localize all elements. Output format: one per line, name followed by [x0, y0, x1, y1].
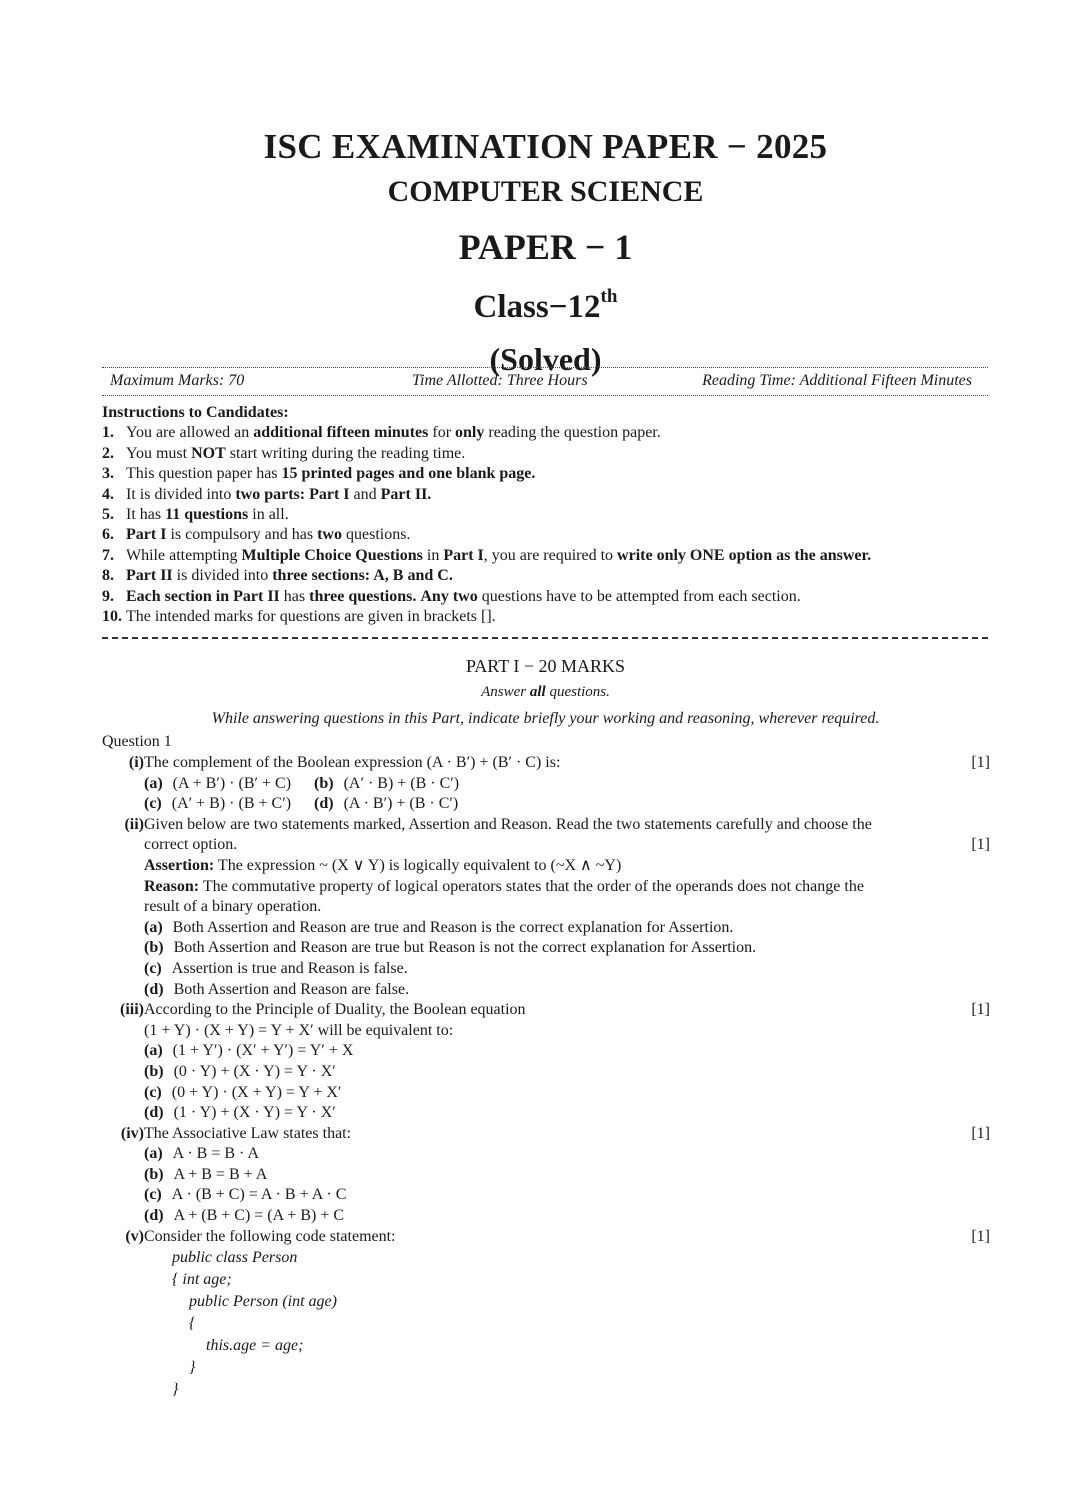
code-line: this.age = age;: [206, 1337, 304, 1355]
instruction-number: 1.: [102, 424, 114, 442]
question-text: The complement of the Boolean expression (A · B′) + (B′ · C) is:: [144, 754, 561, 771]
part-note: While answering questions in this Part, indicate briefly your working and reasoning, wherever required.: [211, 710, 880, 727]
max-marks: Maximum Marks: 70: [110, 372, 245, 389]
option-b: (b) A + B = B + A: [144, 1165, 268, 1183]
paper-title: PAPER − 1: [458, 227, 633, 267]
time-allotted: Time Allotted: Three Hours: [412, 372, 588, 389]
instruction-item: 3. This question paper has 15 printed pages and one blank page.: [102, 464, 992, 484]
solved-label: (Solved): [489, 341, 602, 377]
question-text: The Associative Law states that:: [144, 1124, 352, 1142]
question-i: [102, 753, 990, 774]
option-row: (c) (A′ + B) · (B + C′) (d) (A · B′) + (B · C′): [144, 795, 459, 813]
subject-title: COMPUTER SCIENCE: [387, 175, 704, 208]
code-line: }: [189, 1359, 196, 1377]
instruction-item: 5. It has 11 questions in all.: [102, 505, 992, 525]
instruction-number: 5.: [102, 506, 114, 524]
option-d: (d) A + (B + C) = (A + B) + C: [144, 1207, 345, 1225]
question-number: (ii): [124, 815, 144, 833]
question-iv: [102, 1124, 990, 1145]
option-d: (A · B′) + (B · C′): [343, 795, 459, 813]
instruction-item: 7. While attempting Multiple Choice Questions in Part I, you are required to write only ONE option as the answer.: [102, 546, 992, 566]
option-a: (A + B′) · (B′ + C): [172, 774, 292, 792]
title-block: [0, 122, 1091, 382]
option-c: (c) Assertion is true and Reason is false.: [144, 959, 408, 977]
option-c: (c) A · (B + C) = A · B + A · C: [144, 1186, 347, 1204]
section-divider: [102, 637, 988, 639]
reading-time: Reading Time: Additional Fifteen Minutes: [702, 372, 972, 389]
instruction-item: 1. You are allowed an additional fifteen minutes for only reading the question paper.: [102, 423, 992, 443]
instructions-heading: Instructions to Candidates:: [102, 404, 289, 421]
option-a: (a) (1 + Y′) · (X′ + Y′) = Y′ + X: [144, 1042, 354, 1060]
instruction-item: 6. Part I is compulsory and has two questions.: [102, 525, 992, 545]
code-line: {: [189, 1315, 196, 1333]
instruction-number: 6.: [102, 526, 114, 544]
part-title: PART I − 20 MARKS: [465, 656, 626, 676]
instruction-number: 10.: [102, 608, 122, 626]
instructions: [102, 403, 992, 627]
question-v: [102, 1227, 990, 1248]
code-block: [172, 1247, 990, 1401]
question-text-cont: (1 + Y) · (X + Y) = Y + X′ will be equivalent to:: [144, 1021, 454, 1039]
question-text-cont: [102, 835, 990, 856]
instruction-number: 4.: [102, 485, 114, 503]
instruction-item: 9. Each section in Part II has three questions. Any two questions have to be attempted from each section.: [102, 587, 992, 607]
option-c: (A′ + B) · (B + C′): [171, 795, 292, 813]
option-d: (d) Both Assertion and Reason are false.: [144, 980, 410, 998]
question-1: [102, 732, 990, 1401]
class-title: Class−12th: [473, 286, 618, 325]
instruction-number: 9.: [102, 587, 114, 605]
option-a: (a) A · B = B · A: [144, 1145, 260, 1163]
marks: [1]: [971, 1124, 990, 1142]
question-text: Consider the following code statement:: [144, 1227, 396, 1245]
question-number: (iv): [120, 1124, 144, 1142]
option-row: (a) (A + B′) · (B′ + C) (b) (A′ · B) + (B · C′): [144, 774, 460, 792]
code-line: { int age;: [172, 1271, 232, 1289]
option-c: (c) (0 + Y) · (X + Y) = Y + X′: [144, 1083, 342, 1101]
reason: Reason: The commutative property of logical operators states that the order of the operands does not change the: [144, 877, 864, 895]
part-header: [0, 654, 1091, 730]
instruction-item: 10. The intended marks for questions are given in brackets [].: [102, 607, 992, 627]
exam-title: ISC EXAMINATION PAPER − 2025: [263, 127, 828, 166]
question-text: Given below are two statements marked, Assertion and Reason. Read the two statements carefully and choose the: [144, 815, 872, 833]
option-b: (b) (0 · Y) + (X · Y) = Y · X′: [144, 1062, 336, 1080]
instruction-item: 4. It is divided into two parts: Part I and Part II.: [102, 485, 992, 505]
question-number: (iii): [120, 1001, 144, 1019]
question-number: (i): [128, 754, 144, 771]
question-ii: [102, 815, 990, 836]
exam-meta-bar: [102, 367, 988, 396]
instruction-number: 3.: [102, 465, 114, 483]
question-heading: Question 1: [102, 733, 172, 750]
instruction-item: 8. Part II is divided into three sections: A, B and C.: [102, 566, 992, 586]
question-text: According to the Principle of Duality, the Boolean equation: [144, 1001, 526, 1019]
marks: [1]: [971, 1227, 990, 1245]
marks: [1]: [971, 754, 990, 771]
instruction-number: 2.: [102, 444, 114, 462]
instructions-list: [102, 423, 992, 627]
marks: [1]: [971, 836, 990, 854]
code-line: public Person (int age): [189, 1293, 337, 1311]
question-number: (v): [125, 1227, 144, 1245]
marks: [1]: [971, 1001, 990, 1019]
code-line: public class Person: [172, 1249, 298, 1267]
part-subtitle: Answer all questions.: [481, 684, 610, 700]
code-line: }: [172, 1381, 179, 1399]
assertion: Assertion: The expression ~ (X ∨ Y) is logically equivalent to (~X ∧ ~Y): [144, 856, 622, 874]
instruction-number: 7.: [102, 546, 114, 564]
option-d: (d) (1 · Y) + (X · Y) = Y · X′: [144, 1104, 336, 1122]
question-iii: [102, 1000, 990, 1021]
option-b: (b) Both Assertion and Reason are true but Reason is not the correct explanation for Assertion.: [144, 939, 757, 957]
instruction-number: 8.: [102, 567, 114, 585]
option-a: (a) Both Assertion and Reason are true and Reason is the correct explanation for Assertion.: [144, 918, 734, 936]
question-text: correct option.: [144, 836, 238, 854]
option-b: (A′ · B) + (B · C′): [343, 774, 460, 792]
instruction-item: 2. You must NOT start writing during the reading time.: [102, 444, 992, 464]
reason-cont: result of a binary operation.: [144, 898, 322, 916]
